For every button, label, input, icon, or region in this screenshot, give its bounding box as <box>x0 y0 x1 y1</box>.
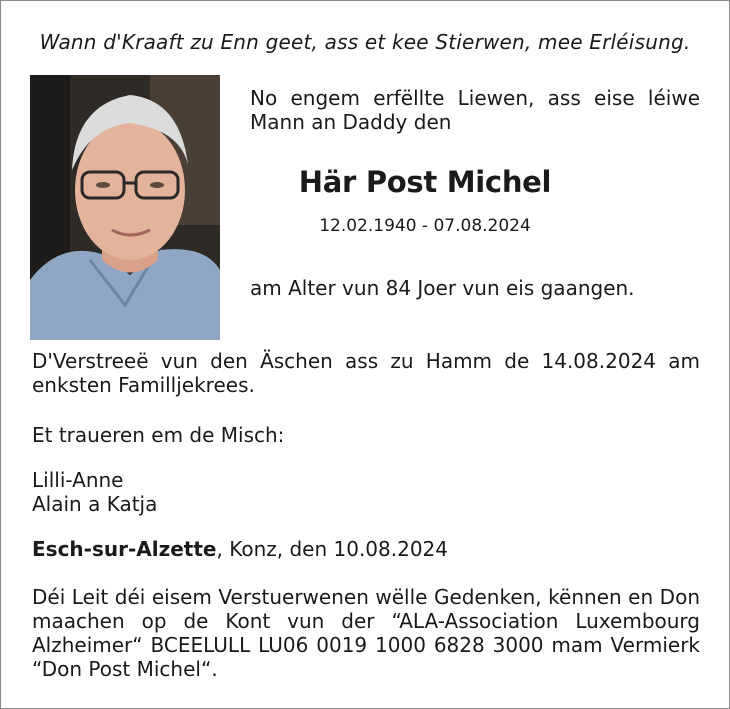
burial-text: D'Verstreeë vun den Äschen ass zu Hamm de 14.08.2024 am enksten Familljekrees. <box>32 349 700 397</box>
mourner-name: Alain a Katja <box>32 492 158 516</box>
motto: Wann d'Kraaft zu Enn geet, ass et kee Stierwen, mee Erléisung. <box>39 30 691 54</box>
mourners-list <box>32 468 700 516</box>
age-line: am Alter vun 84 Joer vun eis gaangen. <box>250 276 635 300</box>
intro-text: No engem erfëllte Liewen, ass eise léiwe Mann an Daddy den <box>250 86 700 134</box>
place-date-line <box>32 537 700 561</box>
mourner-name: Lilli-Anne <box>32 468 124 492</box>
place-date: , Konz, den 10.08.2024 <box>216 537 449 561</box>
donation-text: Déi Leit déi eisem Verstuerwenen wëlle Gedenken, kënnen en Don maachen op de Kont vun der “ALA-Association Luxembourg Alzheimer“ BCEELULL LU06 0019 1000 6828 3000 mam Vermierk “Don Post Michel“. <box>32 585 700 681</box>
deceased-name: Här Post Michel <box>298 165 552 199</box>
portrait-icon <box>30 75 220 340</box>
portrait-photo <box>30 75 220 340</box>
mourners-heading: Et traueren em de Misch: <box>32 423 285 447</box>
life-dates: 12.02.1940 - 07.08.2024 <box>319 216 531 236</box>
place-name: Esch-sur-Alzette <box>32 537 217 561</box>
